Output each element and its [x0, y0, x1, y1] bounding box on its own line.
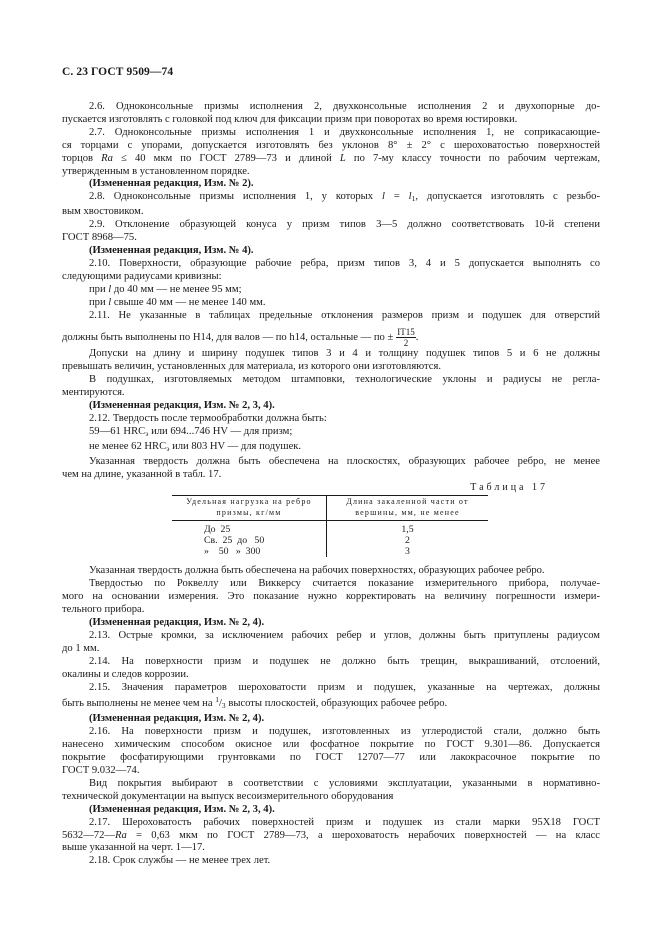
para-2-16: 2.16. На поверхности призм и подушек, изготовленных из углеродистой стали, должно быть [89, 726, 600, 738]
para-tolerances-cont: превышать величин, установленных для материала, из которого они изготовляются. [62, 361, 441, 373]
para-2-10-item1: при l до 40 мм — не менее 95 мм; [89, 283, 242, 295]
amendment-note: (Измененная редакция, Изм. № 2, 4). [89, 617, 265, 628]
para-2-18: 2.18. Срок службы — не менее трех лет. [89, 855, 271, 867]
para-hardness-surfaces: Указанная твердость должна быть обеспечена на рабочих поверхностях, образующих рабочее ребро. [89, 565, 545, 577]
para-2-9: 2.9. Отклонение образующей конуса у призм типов 3—5 должно соответствовать 10-й степени [89, 219, 600, 231]
document-body [62, 101, 600, 868]
amendment-note: (Измененная редакция, Изм. № 4). [89, 244, 254, 256]
amendment-note: (Измененная редакция, Изм. № 2, 3, 4). [89, 400, 275, 412]
para-2-16-line3: покрытие фосфатирующими грунтовками по ГОСТ 12707—77 или лакокрасочное покрытие по [62, 752, 600, 764]
para-2-11-cont: должны быть выполнены по Н14, для валов — по h14, остальные — по ± $\frac{IT15}{2}$ . [62, 327, 419, 349]
para-2-15-cont: быть выполнены не менее чем на $^1/_3$ высоты плоскостей, образующих рабочее ребро. [62, 695, 448, 711]
para-2-15: 2.15. Значения параметров шероховатости призм и подушек, указанные на чертежах, должны [89, 681, 600, 693]
para-2-16-line4: ГОСТ 9.032—74. [62, 764, 140, 776]
para-2-12-prisms: 59—61 $HRC_э$ или 694...746 HV — для призм; [89, 425, 293, 438]
amendment-note: (Измененная редакция, Изм. № 2, 4). [89, 713, 265, 725]
table-cell-length: 2 [327, 535, 489, 546]
para-2-7-line3: торцов Ra ≤ 40 мкм по ГОСТ 2789—73 и длиной L по 7-му классу точности по рабочим чертежам, [62, 152, 601, 164]
amendment-note: (Измененная редакция, Изм. № 2, 3, 4). [89, 803, 275, 815]
table-cell-load: Св. 25 до 50 [204, 535, 265, 547]
para-2-8-cont: вым хвостовиком. [62, 206, 144, 218]
para-rockwell: Твердостью по Роквеллу или Виккерсу считается показание измерительного прибора, получае- [89, 578, 600, 590]
para-hardness-edges-cont: чем на длине, указанной в табл. 17. [62, 468, 222, 480]
para-2-7-line2: ся торцами с упорами, допускается изготовлять без уклонов 8° ± 2° с шероховатостью поверхностей [62, 139, 600, 151]
para-2-13: 2.13. Острые кромки, за исключением рабочих ребер и углов, должны быть притуплены радиусом [89, 629, 600, 641]
para-2-17-line2: 5632—72—Ra = 0,63 мкм по ГОСТ 2789—73, а шероховатость нерабочих поверхностей — на класс [62, 829, 600, 841]
para-coating-type-cont: технической документации на выпуск весоизмерительного оборудования [62, 790, 394, 802]
para-2-8: 2.8. Одноконсольные призмы исполнения 1, у которых $l = l_1$, допускается изготовлять с резьбо- [89, 191, 600, 204]
table-cell-length: 3 [327, 546, 489, 557]
para-2-14: 2.14. На поверхности призм и подушек не должно быть трещин, выкрашиваний, отслоений, [89, 655, 600, 667]
table-row [172, 521, 488, 536]
para-2-12-pads: не менее 62 $HRC_э$ или 803 HV — для подушек. [89, 440, 302, 453]
table-cell-load: » 50 » 300 [204, 546, 261, 558]
it15-fraction: $\frac{IT15}{2}$ [397, 327, 415, 349]
para-2-17-line3: выше указанной на черт. 1—17. [62, 842, 205, 854]
para-2-10-cont: следующими радиусами кривизны: [62, 270, 222, 282]
para-hardness-edges: Указанная твердость должна быть обеспечена на плоскостях, образующих рабочее ребро, не менее [89, 455, 600, 467]
table-row [172, 546, 488, 557]
table-header-length: Длина закаленной части от вершины, мм, не менее [327, 496, 489, 521]
amendment-note: (Измененная редакция, Изм. № 2). [89, 178, 254, 190]
para-stamping-cont: ментируются. [62, 387, 125, 399]
para-2-16-line2: нанесено химическим способом окисное или фосфатное покрытие по ГОСТ 9.301—86. Допускается [62, 739, 600, 751]
page-header: С. 23 ГОСТ 9509—74 [62, 66, 174, 78]
para-coating-type: Вид покрытия выбирают в соответствии с условиями эксплуатации, указанными в нормативно- [89, 777, 600, 789]
para-2-12: 2.12. Твердость после термообработки должна быть: [89, 412, 327, 424]
table-cell-length: 1,5 [327, 521, 489, 536]
para-2-7-line4: утвержденным в установленном порядке. [62, 165, 250, 177]
para-rockwell-line2: мого на основании измерения. Это показание нужно корректировать на величину погрешности измери- [62, 591, 600, 603]
para-rockwell-line3: тельного прибора. [62, 604, 145, 616]
table-row [172, 535, 488, 546]
para-2-10: 2.10. Поверхности, образующие рабочие ребра, призм типов 3, 4 и 5 допускается выполнять со [89, 257, 600, 269]
para-2-9-cont: ГОСТ 8968—75. [62, 232, 137, 244]
para-2-6-cont: пускается изготовлять с головкой под ключ для фиксации призм при поворотах во время юстировки. [62, 113, 518, 125]
table-17 [172, 495, 488, 557]
table-caption: Таблица 17 [470, 482, 548, 494]
table-header-load: Удельная нагрузка на ребро призмы, кг/мм [172, 496, 327, 521]
para-2-6: 2.6. Одноконсольные призмы исполнения 2, двухконсольные исполнения 2 и двухопорные до- [89, 101, 600, 112]
para-tolerances: Допуски на длину и ширину подушек типов 3 и 4 и толщину подушек типов 5 и 6 не должны [89, 348, 600, 360]
table-cell-load: До 25 [204, 524, 231, 536]
para-2-14-cont: окалины и следов коррозии. [62, 668, 189, 680]
para-stamping: В подушках, изготовляемых методом штамповки, технологические уклоны и радиусы не регла- [89, 374, 600, 386]
para-2-11: 2.11. Не указанные в таблицах предельные отклонения размеров призм и подушек для отверстий [89, 309, 600, 321]
para-2-17: 2.17. Шероховатость рабочих поверхностей призм и подушек из стали марки 95Х18 ГОСТ [89, 816, 600, 828]
para-2-13-cont: до 1 мм. [62, 642, 100, 654]
para-2-10-item2: при l свыше 40 мм — не менее 140 мм. [89, 296, 266, 308]
para-2-7: 2.7. Одноконсольные призмы исполнения 1 и двухконсольные исполнения 1, не соприкасающие- [89, 126, 600, 138]
